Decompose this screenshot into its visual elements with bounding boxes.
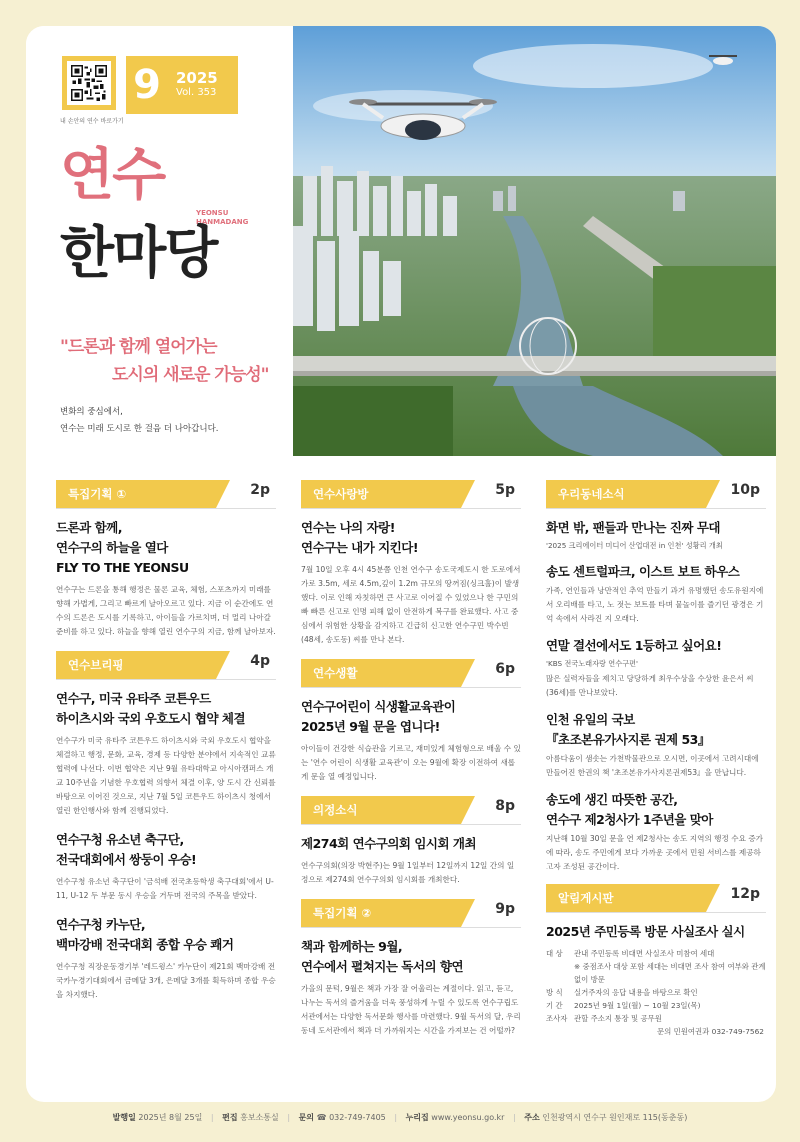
article-body: 연수구청 직장운동경기부 '레드윙스' 카누단이 제21회 백마강배 전국카누경기대회에서 금메달 3개, 은메달 3개를 획득하며 종합 우승을 차지했다. — [56, 962, 276, 999]
cover-photo-drone-city — [293, 26, 776, 456]
notice-value: ※ 중점조사 대상 포함 세대는 비대면 조사 참여 여부와 관계없이 방문 — [574, 962, 766, 984]
article-headline[interactable] — [301, 937, 521, 977]
article-headline[interactable] — [56, 830, 276, 870]
article-body: 아름다움이 샘솟는 가천박물관으로 오시면, 이곳에서 고려시대에 만들어진 한권의 책 '초조본유가사지론권제53』을 만납니다. — [546, 754, 759, 777]
divider — [546, 912, 766, 913]
article-headline[interactable]: 화면 밖, 팬들과 만나는 진짜 무대 — [546, 520, 720, 535]
section-page: 5p — [495, 482, 515, 498]
section-bar-life — [301, 659, 521, 687]
article-headline[interactable] — [301, 518, 521, 558]
cover-intro-line1: 변화의 중심에서, — [60, 407, 123, 417]
title-yeonsu: 연수 — [60, 143, 165, 208]
divider — [546, 508, 766, 509]
column-2 — [301, 480, 521, 1050]
notice-row — [546, 960, 766, 986]
headline-line: 연수는 나의 자랑! — [301, 520, 395, 535]
headline-line: 하이츠시와 국외 우호도시 협약 체결 — [56, 711, 246, 726]
section-tag: 특집기획 ① — [56, 480, 216, 508]
article-body: 가을의 문턱, 9월은 책과 가장 잘 어울리는 계절이다. 읽고, 듣고, 나누는 독서의 즐거움을 더욱 풍성하게 누릴 수 있도록 연수구립도서관에서는 다양한 독서문화 행사를 마련했다. 9월 독서의 달, 우리 동네 도서관에서 책과 더 가까워지는 시간을 가져보는 건 어떨까? — [301, 984, 521, 1035]
section-bar-sarangbang — [301, 480, 521, 508]
article-body: 가족, 연인들과 낭만적인 추억 만들기 과거 유명했던 송도유원지에서 오리배를 타고, 노 젓는 보트를 타며 뭍놀이를 즐기던 광경은 기억 속에서 사라진 지 오래다. — [546, 586, 764, 623]
divider — [301, 824, 521, 825]
cover-intro — [60, 404, 219, 438]
issue-info — [168, 56, 238, 114]
headline-line: 연수구어린이 식생활교육관이 — [301, 699, 456, 714]
section-bar-briefing — [56, 651, 276, 679]
article-subtitle: '2025 크리에이터 미디어 산업대전 in 인천' 성황리 개최 — [546, 541, 723, 550]
headline-line: 전국대회에서 쌍둥이 우승! — [56, 852, 197, 867]
notice-contact: 문의 민원여권과 032-749-7562 — [656, 1027, 764, 1036]
section-page: 10p — [730, 482, 760, 498]
headline-line: 연수구의 하늘을 열다 — [56, 540, 168, 555]
notice-key: 방 식 — [546, 988, 563, 997]
section-page: 2p — [250, 482, 270, 498]
article-subtitle: 'KBS 전국노래자랑 연수구편' — [546, 659, 639, 668]
headline-line: 송도에 생긴 따뜻한 공간, — [546, 792, 678, 807]
headline-line: 연수에서 펼쳐지는 독서의 향연 — [301, 959, 464, 974]
article-body: 연수구의회(의장 박현주)는 9월 1일부터 12일까지 12일 간의 일정으로 제274회 연수구의회 임시회를 개최한다. — [301, 861, 515, 884]
qr-code-icon[interactable] — [62, 56, 116, 110]
divider — [301, 687, 521, 688]
section-bar-notice-board — [546, 884, 766, 912]
section-bar-special-2 — [301, 899, 521, 927]
notice-details — [546, 947, 766, 1038]
headline-line: 드론과 함께, — [56, 520, 122, 535]
headline-line: 연수구 제2청사가 1주년을 맞아 — [546, 812, 713, 827]
notice-key: 대 상 — [546, 949, 563, 958]
headline-line: 인천 유일의 국보 — [546, 712, 635, 727]
section-tag: 우리동네소식 — [546, 480, 706, 508]
notice-row — [546, 947, 766, 960]
notice-headline[interactable]: 2025년 주민등록 방문 사실조사 실시 — [546, 924, 745, 939]
masthead — [26, 26, 776, 456]
headline-line: 2025년 9월 문을 엽니다! — [301, 719, 440, 734]
article-headline[interactable] — [56, 518, 276, 578]
headline-line: 백마강배 전국대회 종합 우승 쾌거 — [56, 937, 234, 952]
article-body: 많은 실력자들을 제치고 당당하게 최우수상을 수상한 윤은서 씨(36세)를 만나보았다. — [546, 674, 754, 697]
article-headline[interactable] — [546, 710, 766, 750]
section-tag: 연수브리핑 — [56, 651, 216, 679]
cover-intro-line2: 연수는 미래 도시로 한 걸음 더 나아갑니다. — [60, 424, 219, 434]
column-1 — [56, 480, 276, 1014]
footer — [0, 1104, 800, 1132]
notice-row — [546, 986, 766, 999]
qr-caption: 내 손안의 연수 바로가기 — [60, 118, 124, 125]
article-body: 7월 10일 오후 4시 45분쯤 인천 연수구 송도국제도시 한 도로에서 가로 3.5m, 세로 4.5m,깊이 1.2m 규모의 땅꺼짐(싱크홀)이 발생했다. 이로 인해 자칫하면 큰 사고로 이어질 수 있었으나 한 구민의 빠 빠른 신고로 인명 피해 없이 안전하게 복구를 완료했다. 사고 중심에서 위험한 상황을 감지하고 긴급히 신고한 연수구민 박수빈(48세, 송도동) 씨를 만나 본다. — [301, 565, 521, 644]
article-body: 연수구는 드론을 통해 행정은 물론 교육, 체험, 스포츠까지 미래를 향해 가볍게, 그리고 빠르게 날아오르고 있다. 지금 이 순간에도 연수의 드론은 도시를 기록하고, 아이들을 가르치며, 더 멀리 나아갈 준비를 하고 있다. 하늘을 향해 열린 연수구의 지금, 함께 날아보자. — [56, 585, 276, 636]
section-bar-council — [301, 796, 521, 824]
masthead-left — [26, 26, 293, 456]
title-english-line2: HANMADANG — [196, 218, 249, 226]
divider — [56, 508, 276, 509]
article-headline[interactable]: 송도 센트럴파크, 이스트 보트 하우스 — [546, 564, 740, 579]
headline-line: 『초조본유가사지론 권제 53』 — [546, 732, 710, 747]
article-headline[interactable] — [301, 697, 521, 737]
footer-web-label: 누리집 — [405, 1113, 429, 1122]
cover-quote-line1: "드론과 함께 열어가는 — [60, 337, 217, 357]
notice-row — [546, 999, 766, 1012]
column-3 — [546, 480, 766, 1038]
footer-separator: | — [287, 1113, 291, 1122]
article-headline[interactable] — [546, 790, 766, 830]
section-page: 9p — [495, 901, 515, 917]
notice-row — [546, 1012, 766, 1025]
headline-line: 연수구는 내가 지킨다! — [301, 540, 419, 555]
article-body: 아이들이 건강한 식습관을 기르고, 재미있게 체험형으로 배울 수 있는 '연수 어린이 식생활 교육관'이 오는 9월에 확장 이전하여 새롭게 문을 열 예정입니다. — [301, 744, 521, 781]
footer-editor-label: 편집 — [222, 1113, 238, 1122]
section-page: 4p — [250, 653, 270, 669]
issue-year: 2025 — [176, 69, 218, 87]
footer-website-link[interactable]: www.yeonsu.go.kr — [431, 1113, 505, 1122]
article-body: 지난해 10월 30일 문을 연 제2청사는 송도 지역의 행정 수요 증가에 따라, 송도 주민에게 보다 가까운 곳에서 민원 서비스를 제공하고자 조성된 공간이다. — [546, 834, 764, 871]
section-tag: 알림게시판 — [546, 884, 706, 912]
section-tag: 의정소식 — [301, 796, 461, 824]
headline-line: 연수구, 미국 유타주 코튼우드 — [56, 691, 211, 706]
article-headline[interactable] — [56, 689, 276, 729]
headline-line: FLY TO THE YEONSU — [56, 560, 189, 575]
article-body: 연수구가 미국 유타주 코튼우드 하이츠시와 국외 우호도시 협약을 체결하고 행정, 문화, 교육, 경제 등 다양한 분야에서 지속적인 교류 협력에 나선다. 이번 협약은 지난 9월 유타대학교 아시아캠퍼스 개교 10주년을 기념한 우호협력 의향서 체결 이후, 양 도시 간 신뢰를 바탕으로 이어진 것으로, 지난 7월 5일 코튼우드 하이츠시 청에서 열린 한인행사와 함께 진행되었다. — [56, 736, 276, 815]
issue-volume: Vol. 353 — [176, 87, 217, 98]
newsletter-page — [26, 26, 776, 1102]
title-hanmadang: 한마당 — [60, 221, 217, 286]
footer-separator: | — [394, 1113, 398, 1122]
footer-tel-label: 문의 — [298, 1113, 315, 1122]
section-page: 12p — [730, 886, 760, 902]
headline-line: 연수구청 카누단, — [56, 917, 146, 932]
issue-month: 9 — [126, 56, 168, 114]
notice-value: 실거주자의 응답 내용을 바탕으로 확인 — [574, 988, 698, 997]
notice-value: 2025년 9월 1일(월) ~ 10월 23일(목) — [574, 1001, 701, 1010]
notice-value: 관할 주소지 통장 및 공무원 — [574, 1014, 662, 1023]
footer-separator: | — [210, 1113, 214, 1122]
footer-date: 2025년 8월 25일 — [138, 1113, 203, 1122]
title-english-line1: YEONSU — [196, 209, 229, 217]
headline-line: 연수구청 유소년 축구단, — [56, 832, 184, 847]
notice-value: 관내 주민등록 비대면 사실조사 미참여 세대 — [574, 949, 715, 958]
notice-key: 기 간 — [546, 1001, 563, 1010]
footer-separator: | — [512, 1113, 516, 1122]
article-body: 연수구청 유소년 축구단이 '금석배 전국초등학생 축구대회'에서 U-11, U-12 두 부문 동시 우승을 거두며 전국의 주목을 받았다. — [56, 877, 274, 900]
section-bar-special-1 — [56, 480, 276, 508]
footer-address-label: 주소 — [524, 1113, 540, 1122]
article-headline[interactable] — [56, 915, 276, 955]
footer-date-label: 발행일 — [112, 1113, 136, 1122]
notice-key: 조사자 — [546, 1014, 568, 1023]
section-tag: 특집기획 ② — [301, 899, 461, 927]
footer-address: 인천광역시 연수구 원인재로 115(동춘동) — [542, 1113, 688, 1122]
section-tag: 연수생활 — [301, 659, 461, 687]
headline-line: 책과 함께하는 9월, — [301, 939, 403, 954]
section-tag: 연수사랑방 — [301, 480, 461, 508]
section-page: 6p — [495, 661, 515, 677]
article-headline[interactable]: 연말 결선에서도 1등하고 싶어요! — [546, 638, 722, 653]
section-page: 8p — [495, 798, 515, 814]
divider — [56, 679, 276, 680]
cover-quote-line2: 도시의 새로운 가능성" — [112, 365, 269, 385]
divider — [301, 927, 521, 928]
footer-tel[interactable]: ☎ 032-749-7405 — [316, 1113, 386, 1122]
divider — [301, 508, 521, 509]
section-bar-neighborhood — [546, 480, 766, 508]
article-headline[interactable]: 제274회 연수구의회 임시회 개최 — [301, 836, 477, 851]
footer-editor: 홍보소통실 — [240, 1113, 279, 1122]
